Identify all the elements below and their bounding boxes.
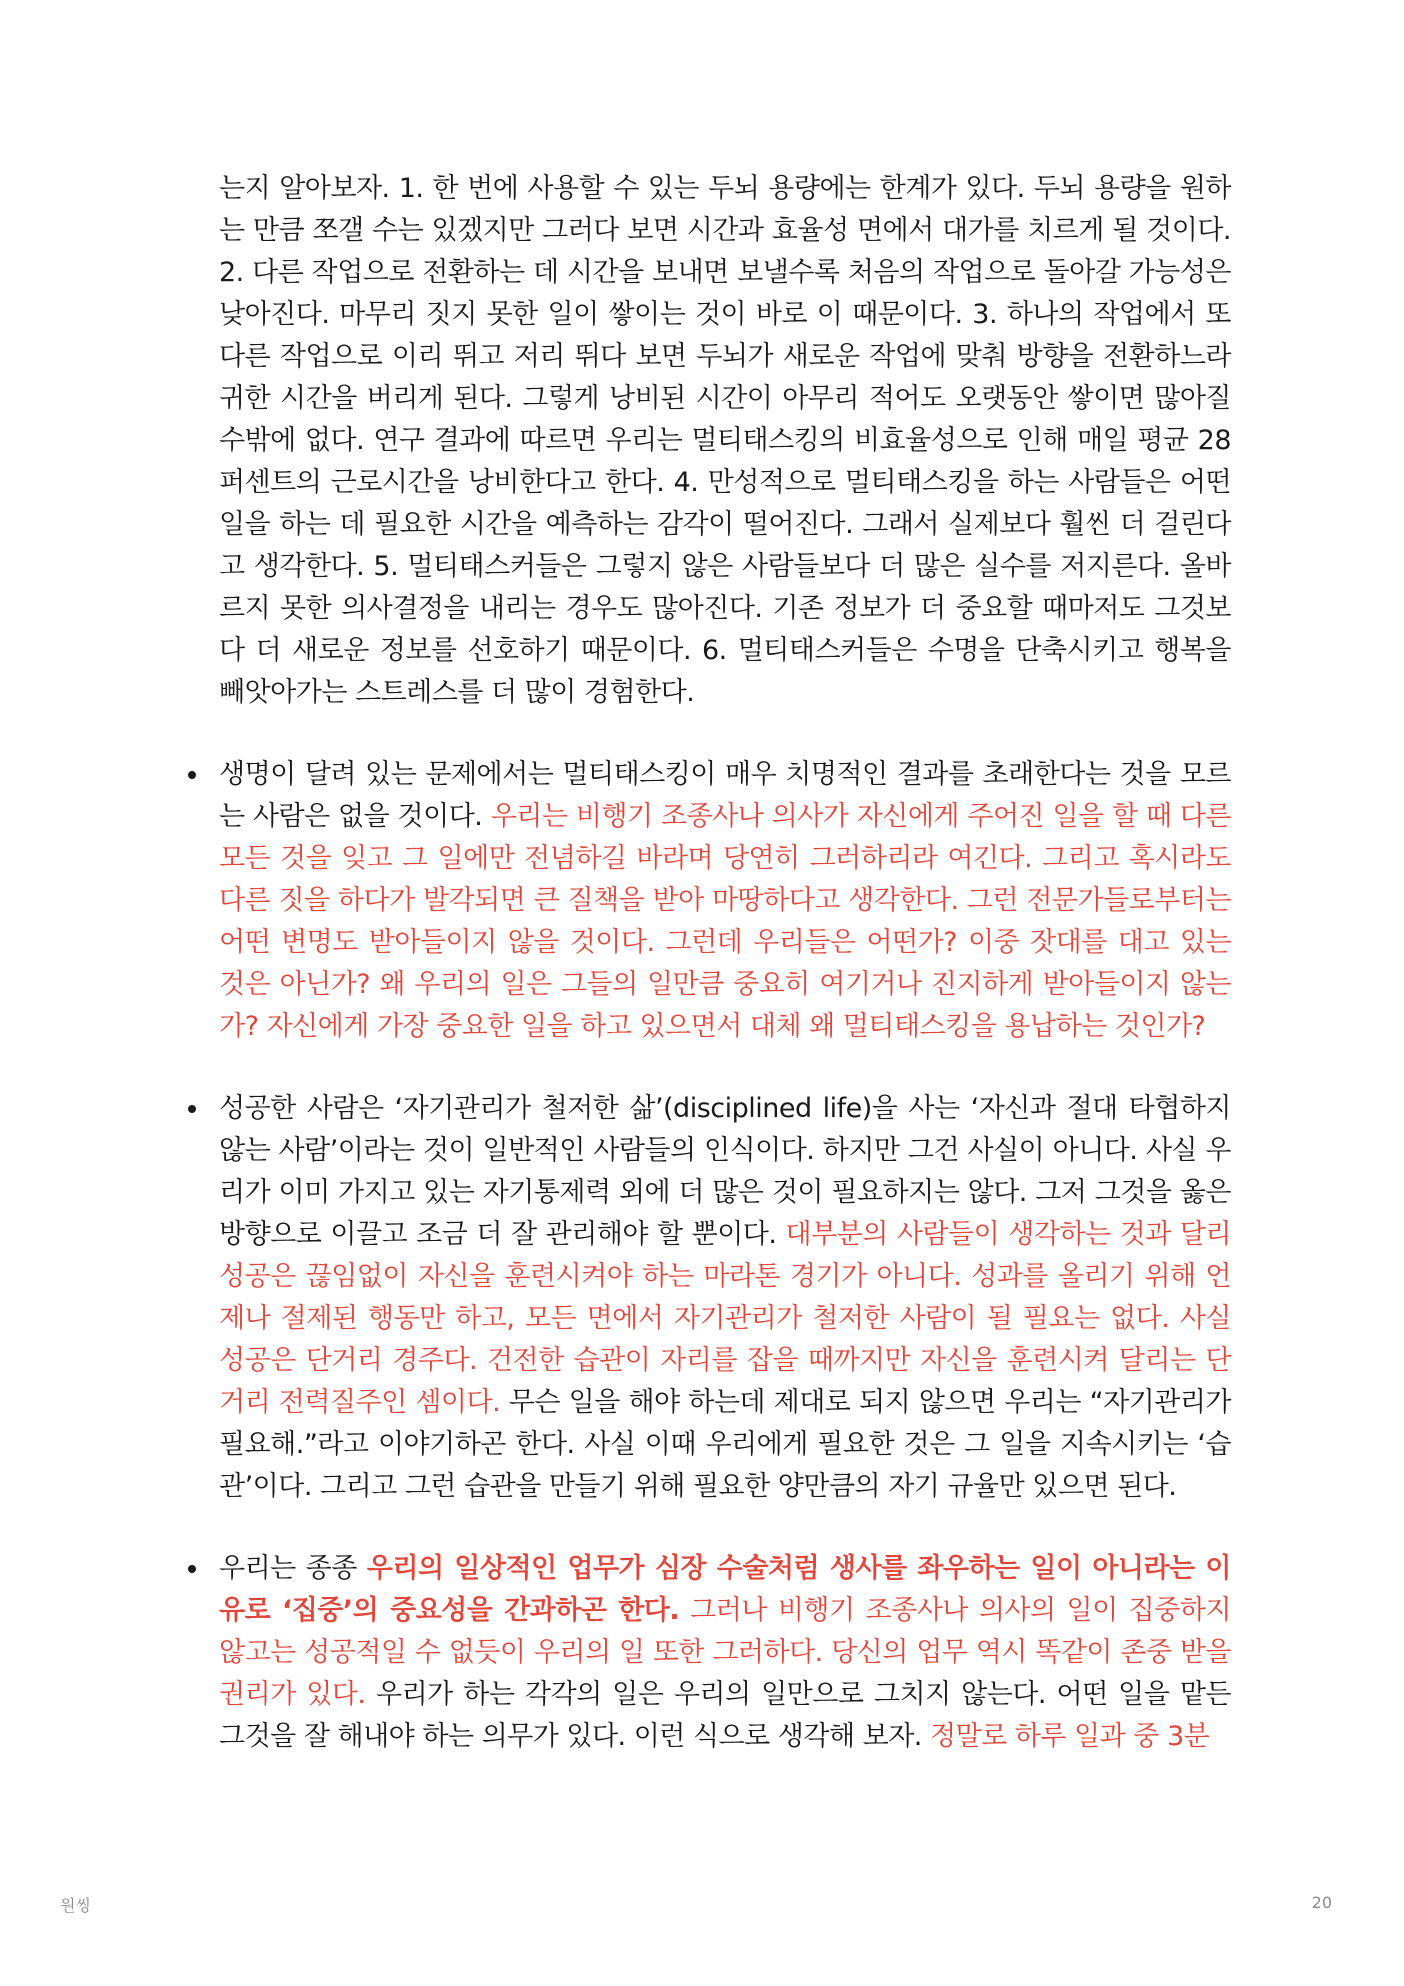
footer-book-title: 원씽 — [60, 1896, 91, 1915]
bullet-item-1 — [219, 754, 1231, 1048]
bullet-1-highlight: 우리는 비행기 조종사나 의사가 자신에게 주어진 일을 할 때 다른 모든 것을 잊고 그 일에만 전념하길 바라며 당연히 그러하리라 여긴다. 그리고 혹시라도 다른 짓을 하다가 발각되면 큰 질책을 받아 마땅하다고 생각한다. 그런 전문가들로부터는 어떤 변명도 받아들이지 않을 것이다. 그런데 우리들은 어떤가? 이중 잣대를 대고 있는 것은 아닌가? 왜 우리의 일은 그들의 일만큼 중요히 여기거나 진지하게 받아들이지 않는가? 자신에게 가장 중요한 일을 하고 있으면서 대체 왜 멀티태스킹을 용납하는 것인가? — [219, 801, 1231, 1042]
bullet-3-tail: 우리가 하는 각각의 일은 우리의 일만으로 그치지 않는다. 어떤 일을 맡든 그것을 잘 해내야 하는 의무가 있다. 이런 식으로 생각해 보자. — [219, 1679, 1231, 1752]
bullet-list — [219, 754, 1231, 1758]
bullet-item-2 — [219, 1088, 1231, 1508]
bullet-2-tail: 무슨 일을 해야 하는데 제대로 되지 않으면 우리는 “자기관리가 필요해.”라고 이야기하곤 한다. 사실 이때 우리에게 필요한 것은 그 일을 지속시키는 ‘습관’이다. 그리고 그런 습관을 만들기 위해 필요한 양만큼의 자기 규율만 있으면 된다. — [219, 1387, 1231, 1502]
bullet-3-bold-highlight: 우리의 일상적인 업무가 심장 수술처럼 생사를 좌우하는 일이 아니라는 이유로 ‘집중’의 중요성을 간과하곤 한다. — [219, 1553, 1231, 1626]
page-number: 20 — [1311, 1893, 1332, 1912]
bullet-3-text: 우리는 종종 — [219, 1553, 367, 1584]
bullet-3-red-tail: 정말로 하루 일과 중 3분 — [929, 1721, 1210, 1752]
page-body — [219, 168, 1231, 1758]
bullet-2-highlight: 대부분의 사람들이 생각하는 것과 달리 성공은 끊임없이 자신을 훈련시켜야 하는 마라톤 경기가 아니다. 성과를 올리기 위해 언제나 절제된 행동만 하고, 모든 면에서 자기관리가 철저한 사람이 될 필요는 없다. 사실 성공은 단거리 경주다. 건전한 습관이 자리를 잡을 때까지만 자신을 훈련시켜 달리는 단거리 전력질주인 셈이다. — [219, 1219, 1231, 1418]
bullet-2-text: 성공한 사람은 ‘자기관리가 철저한 삶’(disciplined life)을 사는 ‘자신과 절대 타협하지 않는 사람’이라는 것이 일반적인 사람들의 인식이다. 하지만 그건 사실이 아니다. 사실 우리가 이미 가지고 있는 자기통제력 외에 더 많은 것이 필요하지는 않다. 그저 그것을 옳은 방향으로 이끌고 조금 더 잘 관리해야 할 뿐이다. — [219, 1093, 1231, 1250]
bullet-item-3 — [219, 1548, 1231, 1758]
bullet-1-text: 생명이 달려 있는 문제에서는 멀티태스킹이 매우 치명적인 결과를 초래한다는 것을 모르는 사람은 없을 것이다. — [219, 759, 1231, 832]
bullet-3-highlight: 그러나 비행기 조종사나 의사의 일이 집중하지 않고는 성공적일 수 없듯이 우리의 일 또한 그러하다. 당신의 업무 역시 똑같이 존중 받을 권리가 있다. — [219, 1595, 1231, 1710]
intro-paragraph: 는지 알아보자. 1. 한 번에 사용할 수 있는 두뇌 용량에는 한계가 있다. 두뇌 용량을 원하는 만큼 쪼갤 수는 있겠지만 그러다 보면 시간과 효율성 면에서 대가를 치르게 될 것이다. 2. 다른 작업으로 전환하는 데 시간을 보내면 보낼수록 처음의 작업으로 돌아갈 가능성은 낮아진다. 마무리 짓지 못한 일이 쌓이는 것이 바로 이 때문이다. 3. 하나의 작업에서 또 다른 작업으로 이리 뛰고 저리 뛰다 보면 두뇌가 새로운 작업에 맞춰 방향을 전환하느라 귀한 시간을 버리게 된다. 그렇게 낭비된 시간이 아무리 적어도 오랫동안 쌓이면 많아질 수밖에 없다. 연구 결과에 따르면 우리는 멀티태스킹의 비효율성으로 인해 매일 평균 28퍼센트의 근로시간을 낭비한다고 한다. 4. 만성적으로 멀티태스킹을 하는 사람들은 어떤 일을 하는 데 필요한 시간을 예측하는 감각이 떨어진다. 그래서 실제보다 훨씬 더 걸린다고 생각한다. 5. 멀티태스커들은 그렇지 않은 사람들보다 더 많은 실수를 저지른다. 올바르지 못한 의사결정을 내리는 경우도 많아진다. 기존 정보가 더 중요할 때마저도 그것보다 더 새로운 정보를 선호하기 때문이다. 6. 멀티태스커들은 수명을 단축시키고 행복을 빼앗아가는 스트레스를 더 많이 경험한다. — [219, 173, 1231, 708]
